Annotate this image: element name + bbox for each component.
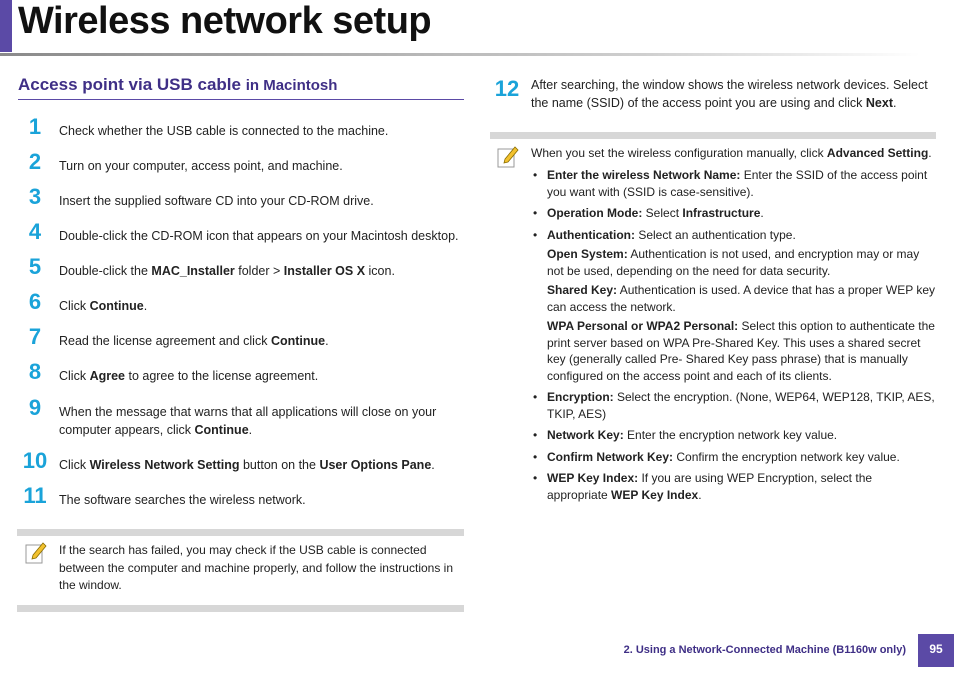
- list-item: • Encryption: Select the encryption. (None, WEP64, WEP128, TKIP, AES, TKIP, AES): [533, 390, 935, 421]
- page-title: Wireless network setup: [18, 0, 432, 42]
- step-number: 2: [28, 149, 42, 174]
- step-text: Double-click the MAC_Installer folder > Installer OS X icon.: [59, 264, 395, 278]
- note-top-bar: [490, 132, 936, 139]
- step-number: 9: [28, 395, 42, 420]
- note-pencil-icon: [497, 145, 519, 169]
- step-number: 10: [22, 448, 48, 473]
- step-text: When the message that warns that all applications will close on your computer appears, click Continue.: [59, 405, 437, 437]
- step-number: 8: [28, 359, 42, 384]
- step-number: 6: [28, 289, 42, 314]
- auth-option: WPA Personal or WPA2 Personal: Select this option to authenticate the print server based on WPA Pre-Shared Key. This uses a shared secret key (generally called Pre- Shared Key pass phrase) that is manually configured on the access point and each of its clients.: [547, 319, 935, 383]
- step-number: 11: [23, 483, 47, 508]
- step-number: 5: [28, 254, 42, 279]
- list-item: • Network Key: Enter the encryption network key value.: [533, 428, 838, 442]
- list-item: • Authentication: Select an authentication type. Open System: Authentication is not used, and encryption may or may not be used, depending on the need for data security. Shared Key: Authentication is used. A device that has a proper WEP key can access the network. WPA Personal or WPA2 Personal: Select this option to authenticate the print server based on WPA Pre-Shared Key. This uses a shared secret key (generally called Pre- Shared Key pass phrase) that is manually configured on the access point and each of its clients.: [533, 227, 936, 383]
- step-text: Click Wireless Network Setting button on the User Options Pane.: [59, 458, 435, 472]
- settings-list: [531, 167, 936, 508]
- step-text: Turn on your computer, access point, and machine.: [59, 159, 343, 173]
- auth-option: Open System: Authentication is not used, and encryption may or may not be used, depending on the need for data security.: [547, 247, 920, 278]
- step-number: 3: [28, 184, 42, 209]
- list-item: • Enter the wireless Network Name: Enter the SSID of the access point you want with (SSID is case-sensitive).: [533, 168, 928, 199]
- title-divider: [0, 53, 920, 56]
- title-accent-bar: [0, 0, 12, 52]
- note-text: If the search has failed, you may check if the USB cable is connected between the computer and machine properly, and follow the instructions in the window.: [59, 543, 454, 592]
- list-item: • Operation Mode: Select Infrastructure.: [533, 206, 764, 220]
- step-text: Click Agree to agree to the license agreement.: [59, 369, 319, 383]
- note-pencil-icon: [25, 541, 47, 565]
- step-number: 12: [494, 76, 520, 101]
- step-text: After searching, the window shows the wireless network devices. Select the name (SSID) of the access point you are using and click Next.: [531, 78, 928, 110]
- step-text: Insert the supplied software CD into your CD-ROM drive.: [59, 194, 374, 208]
- step-text: The software searches the wireless network.: [59, 493, 306, 507]
- step-number: 1: [28, 114, 42, 139]
- page-number: 95: [918, 634, 954, 667]
- step-text: Read the license agreement and click Continue.: [59, 334, 329, 348]
- section-title: Access point via USB cable: [18, 75, 241, 94]
- footer-chapter: 2. Using a Network-Connected Machine (B1160w only): [623, 644, 906, 656]
- list-item: • WEP Key Index: If you are using WEP Encryption, select the appropriate WEP Key Index.: [533, 471, 873, 502]
- step-number: 7: [28, 324, 42, 349]
- section-heading: [18, 75, 464, 100]
- step-text: Click Continue.: [59, 299, 148, 313]
- step-text: Check whether the USB cable is connected to the machine.: [59, 124, 389, 138]
- section-subtitle: in Macintosh: [245, 77, 338, 94]
- step-number: 4: [28, 219, 42, 244]
- auth-option: Shared Key: Authentication is used. A device that has a proper WEP key can access the network.: [547, 283, 936, 314]
- note-intro: When you set the wireless configuration manually, click Advanced Setting.: [531, 146, 932, 160]
- list-item: • Confirm Network Key: Confirm the encryption network key value.: [533, 449, 900, 464]
- step-text: Double-click the CD-ROM icon that appears on your Macintosh desktop.: [59, 229, 459, 243]
